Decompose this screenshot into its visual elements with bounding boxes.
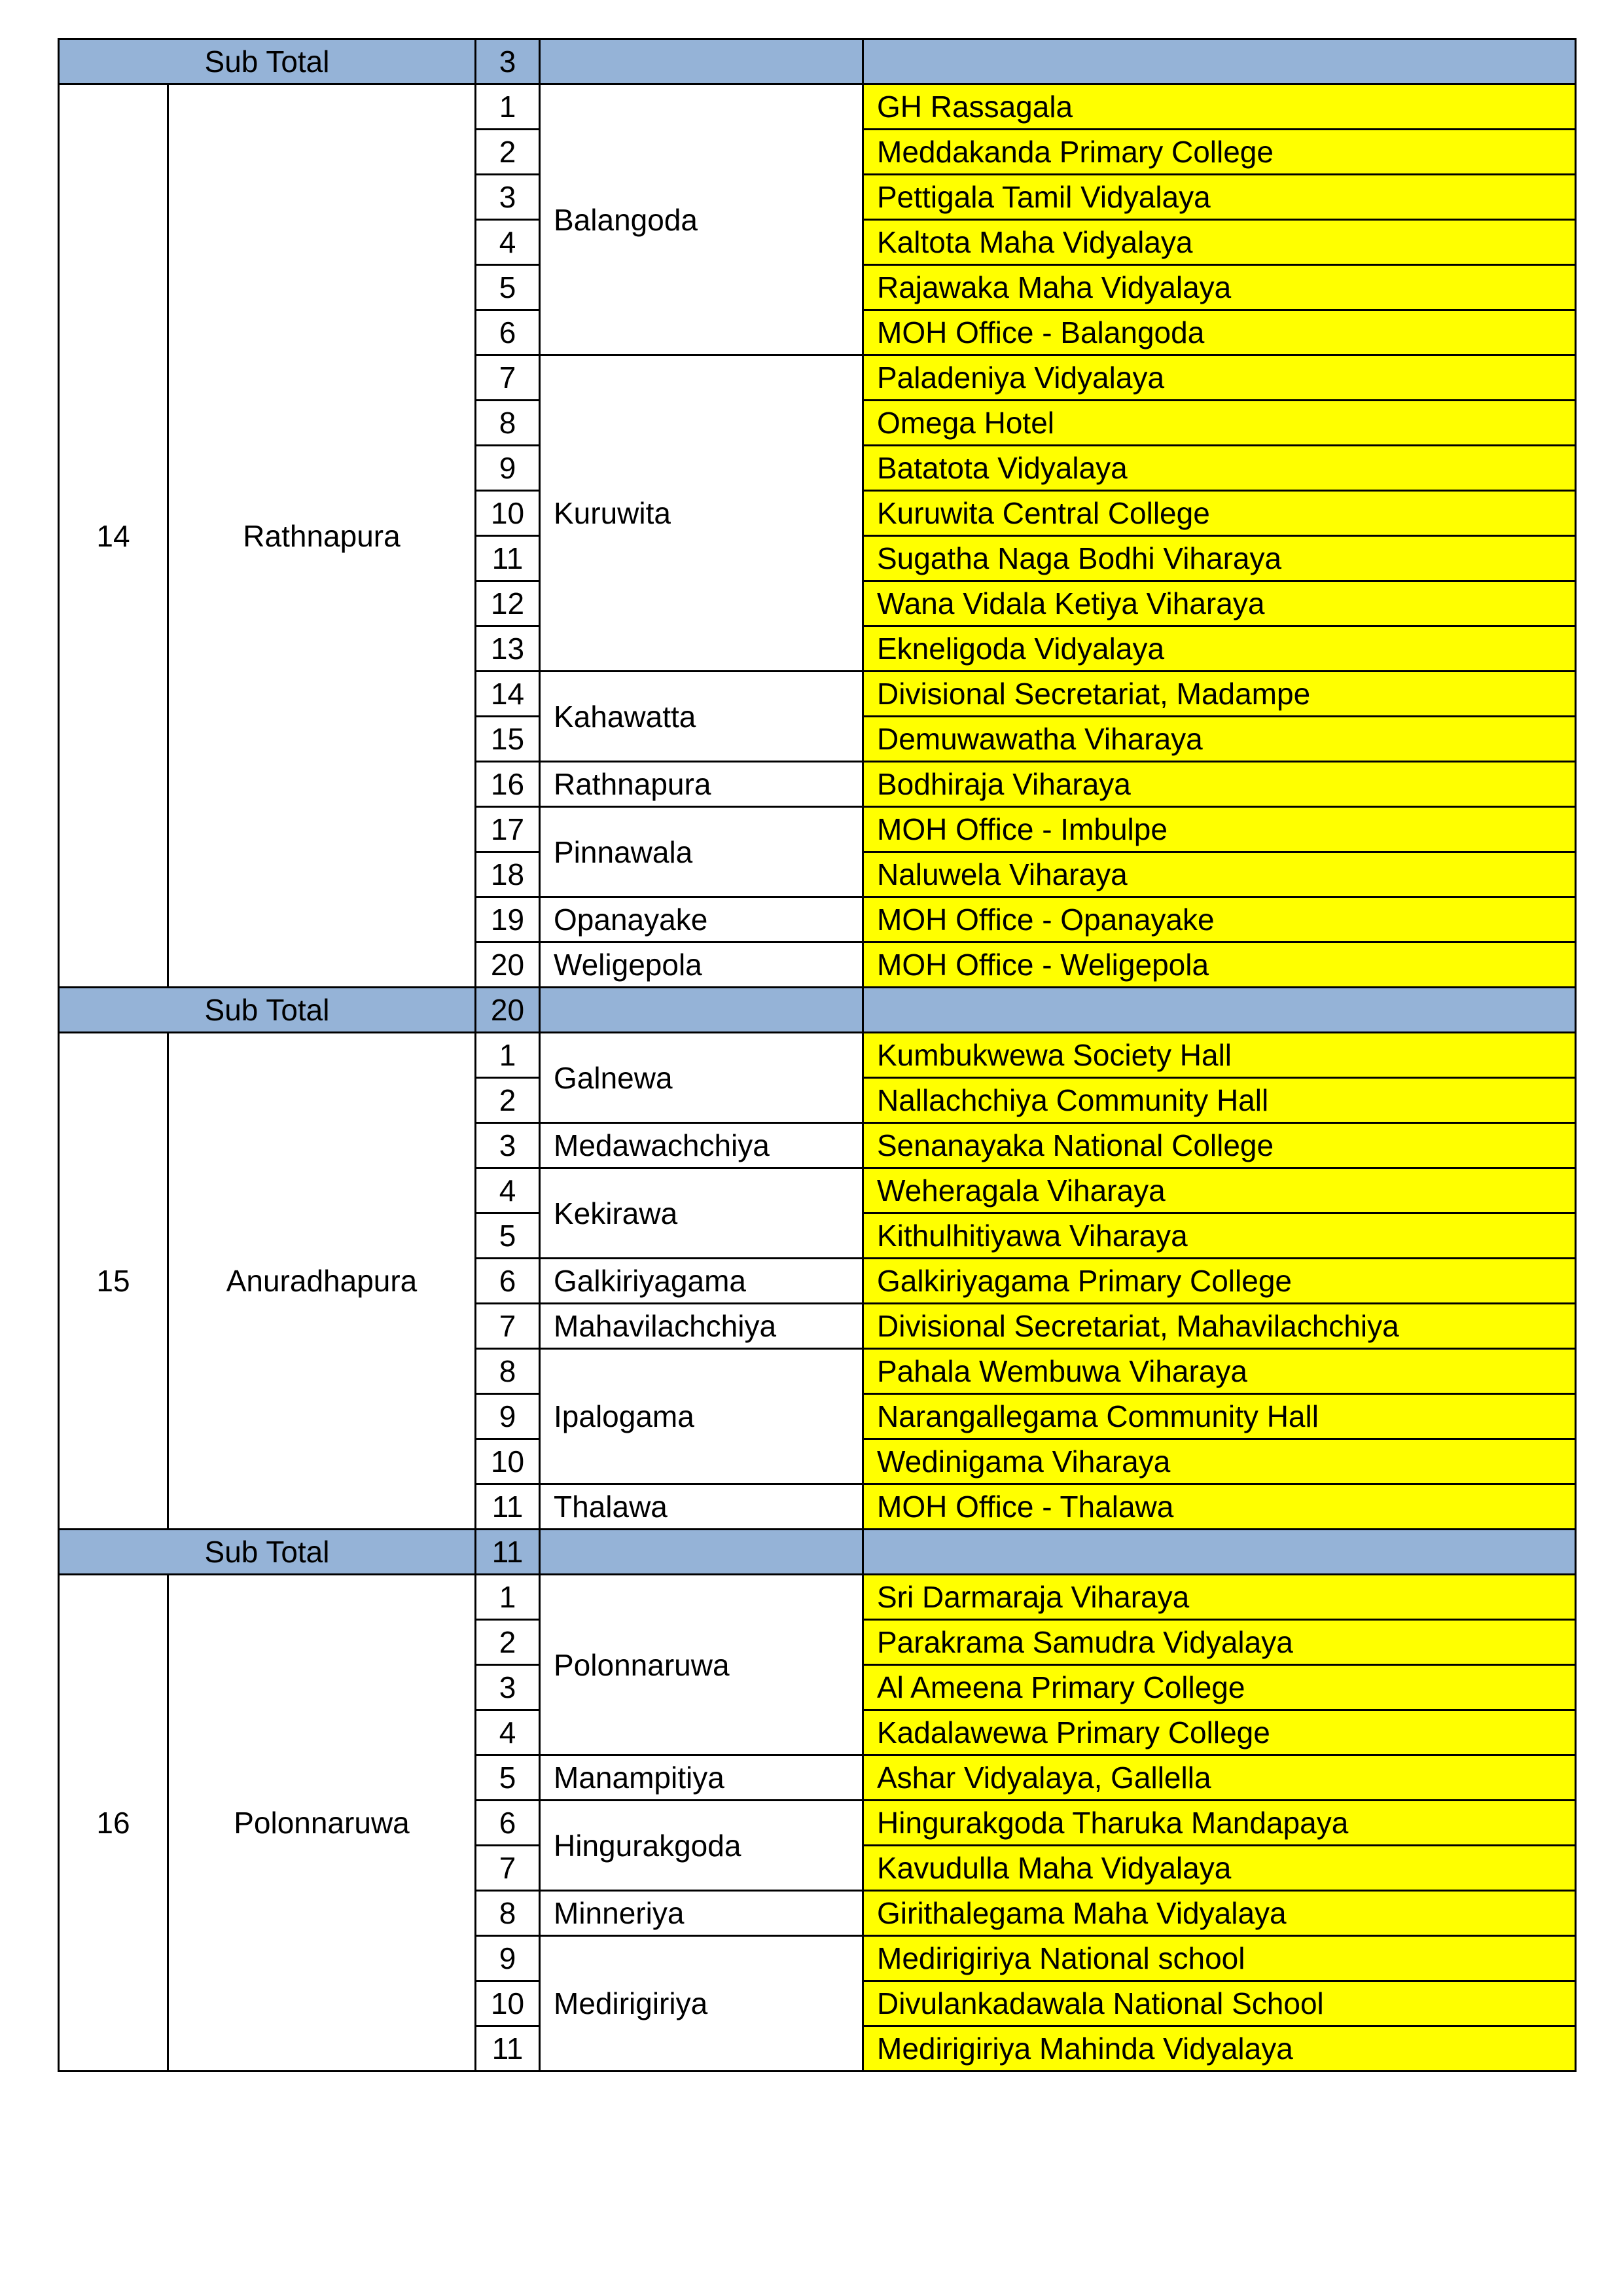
location-number: 16: [476, 762, 540, 807]
location-name: Kuruwita Central College: [863, 491, 1576, 536]
location-name: Pettigala Tamil Vidyalaya: [863, 175, 1576, 220]
location-number: 8: [476, 1349, 540, 1394]
location-name: MOH Office - Thalawa: [863, 1484, 1576, 1530]
subtotal-empty-cell: [863, 39, 1576, 84]
location-number: 14: [476, 672, 540, 717]
location-number: 3: [476, 1123, 540, 1168]
subtotal-row: [59, 988, 1576, 1033]
subtotal-empty-cell: [863, 1530, 1576, 1575]
subtotal-empty-cell: [863, 988, 1576, 1033]
location-name: Galkiriyagama Primary College: [863, 1259, 1576, 1304]
subtotal-empty-cell: [540, 39, 863, 84]
location-number: 6: [476, 1801, 540, 1846]
location-number: 8: [476, 1891, 540, 1936]
location-name: Omega Hotel: [863, 401, 1576, 446]
location-name: Divisional Secretariat, Mahavilachchiya: [863, 1304, 1576, 1349]
location-name: GH Rassagala: [863, 84, 1576, 130]
subtotal-label: Sub Total: [59, 1530, 476, 1575]
location-number: 3: [476, 175, 540, 220]
location-number: 4: [476, 1710, 540, 1755]
division-name: Ipalogama: [540, 1349, 863, 1484]
location-number: 10: [476, 1981, 540, 2026]
location-name: Wedinigama Viharaya: [863, 1439, 1576, 1484]
location-number: 6: [476, 1259, 540, 1304]
location-name: Ashar Vidyalaya, Gallella: [863, 1755, 1576, 1801]
location-number: 1: [476, 1033, 540, 1078]
location-name: Medirigiriya National school: [863, 1936, 1576, 1981]
division-name: Medirigiriya: [540, 1936, 863, 2072]
location-row: [59, 1575, 1576, 1620]
location-name: Paladeniya Vidyalaya: [863, 355, 1576, 401]
location-name: Al Ameena Primary College: [863, 1665, 1576, 1710]
subtotal-label: Sub Total: [59, 988, 476, 1033]
location-number: 7: [476, 1846, 540, 1891]
division-name: Opanayake: [540, 897, 863, 942]
location-name: Narangallegama Community Hall: [863, 1394, 1576, 1439]
location-name: MOH Office - Opanayake: [863, 897, 1576, 942]
location-number: 11: [476, 2026, 540, 2072]
district-number: 14: [59, 84, 168, 988]
division-name: Kahawatta: [540, 672, 863, 762]
location-name: Kaltota Maha Vidyalaya: [863, 220, 1576, 265]
location-number: 5: [476, 1213, 540, 1259]
district-name: Rathnapura: [168, 84, 476, 988]
locations-sheet: [58, 38, 1575, 2072]
subtotal-count: 20: [476, 988, 540, 1033]
location-number: 2: [476, 1078, 540, 1123]
subtotal-label: Sub Total: [59, 39, 476, 84]
location-number: 6: [476, 310, 540, 355]
location-name: Rajawaka Maha Vidyalaya: [863, 265, 1576, 310]
locations-table: [58, 38, 1577, 2072]
location-number: 17: [476, 807, 540, 852]
location-name: Sugatha Naga Bodhi Viharaya: [863, 536, 1576, 581]
division-name: Rathnapura: [540, 762, 863, 807]
location-number: 10: [476, 1439, 540, 1484]
location-name: Weheragala Viharaya: [863, 1168, 1576, 1213]
location-number: 1: [476, 84, 540, 130]
division-name: Galkiriyagama: [540, 1259, 863, 1304]
subtotal-empty-cell: [540, 988, 863, 1033]
location-number: 10: [476, 491, 540, 536]
location-name: Hingurakgoda Tharuka Mandapaya: [863, 1801, 1576, 1846]
location-number: 13: [476, 626, 540, 672]
division-name: Thalawa: [540, 1484, 863, 1530]
location-name: Demuwawatha Viharaya: [863, 717, 1576, 762]
subtotal-count: 11: [476, 1530, 540, 1575]
location-name: Senanayaka National College: [863, 1123, 1576, 1168]
location-name: Kavudulla Maha Vidyalaya: [863, 1846, 1576, 1891]
location-name: Nallachchiya Community Hall: [863, 1078, 1576, 1123]
location-number: 5: [476, 1755, 540, 1801]
location-number: 7: [476, 355, 540, 401]
location-number: 7: [476, 1304, 540, 1349]
district-number: 15: [59, 1033, 168, 1530]
district-name: Polonnaruwa: [168, 1575, 476, 2072]
location-name: Ekneligoda Vidyalaya: [863, 626, 1576, 672]
location-name: Bodhiraja Viharaya: [863, 762, 1576, 807]
location-name: MOH Office - Balangoda: [863, 310, 1576, 355]
location-number: 3: [476, 1665, 540, 1710]
location-number: 15: [476, 717, 540, 762]
location-number: 9: [476, 1394, 540, 1439]
location-name: MOH Office - Weligepola: [863, 942, 1576, 988]
subtotal-row: [59, 1530, 1576, 1575]
location-row: [59, 84, 1576, 130]
location-number: 18: [476, 852, 540, 897]
location-number: 20: [476, 942, 540, 988]
location-number: 8: [476, 401, 540, 446]
location-name: Naluwela Viharaya: [863, 852, 1576, 897]
location-number: 2: [476, 130, 540, 175]
subtotal-row: [59, 39, 1576, 84]
location-number: 11: [476, 1484, 540, 1530]
location-name: Divisional Secretariat, Madampe: [863, 672, 1576, 717]
division-name: Polonnaruwa: [540, 1575, 863, 1755]
location-number: 2: [476, 1620, 540, 1665]
location-name: Medirigiriya Mahinda Vidyalaya: [863, 2026, 1576, 2072]
location-name: Batatota Vidyalaya: [863, 446, 1576, 491]
location-name: Meddakanda Primary College: [863, 130, 1576, 175]
division-name: Galnewa: [540, 1033, 863, 1123]
district-name: Anuradhapura: [168, 1033, 476, 1530]
division-name: Weligepola: [540, 942, 863, 988]
division-name: Balangoda: [540, 84, 863, 355]
location-name: Wana Vidala Ketiya Viharaya: [863, 581, 1576, 626]
table-body: [59, 39, 1576, 2072]
division-name: Hingurakgoda: [540, 1801, 863, 1891]
subtotal-count: 3: [476, 39, 540, 84]
location-name: Sri Darmaraja Viharaya: [863, 1575, 1576, 1620]
location-name: Kithulhitiyawa Viharaya: [863, 1213, 1576, 1259]
location-name: Girithalegama Maha Vidyalaya: [863, 1891, 1576, 1936]
division-name: Minneriya: [540, 1891, 863, 1936]
division-name: Kekirawa: [540, 1168, 863, 1259]
location-name: Divulankadawala National School: [863, 1981, 1576, 2026]
division-name: Medawachchiya: [540, 1123, 863, 1168]
location-name: Kadalawewa Primary College: [863, 1710, 1576, 1755]
location-number: 4: [476, 1168, 540, 1213]
district-number: 16: [59, 1575, 168, 2072]
location-number: 9: [476, 446, 540, 491]
location-number: 19: [476, 897, 540, 942]
location-number: 12: [476, 581, 540, 626]
location-name: Parakrama Samudra Vidyalaya: [863, 1620, 1576, 1665]
location-number: 1: [476, 1575, 540, 1620]
location-number: 9: [476, 1936, 540, 1981]
subtotal-empty-cell: [540, 1530, 863, 1575]
location-number: 5: [476, 265, 540, 310]
division-name: Mahavilachchiya: [540, 1304, 863, 1349]
division-name: Pinnawala: [540, 807, 863, 897]
location-name: Kumbukwewa Society Hall: [863, 1033, 1576, 1078]
location-row: [59, 1033, 1576, 1078]
division-name: Kuruwita: [540, 355, 863, 672]
location-name: MOH Office - Imbulpe: [863, 807, 1576, 852]
location-name: Pahala Wembuwa Viharaya: [863, 1349, 1576, 1394]
location-number: 4: [476, 220, 540, 265]
division-name: Manampitiya: [540, 1755, 863, 1801]
location-number: 11: [476, 536, 540, 581]
